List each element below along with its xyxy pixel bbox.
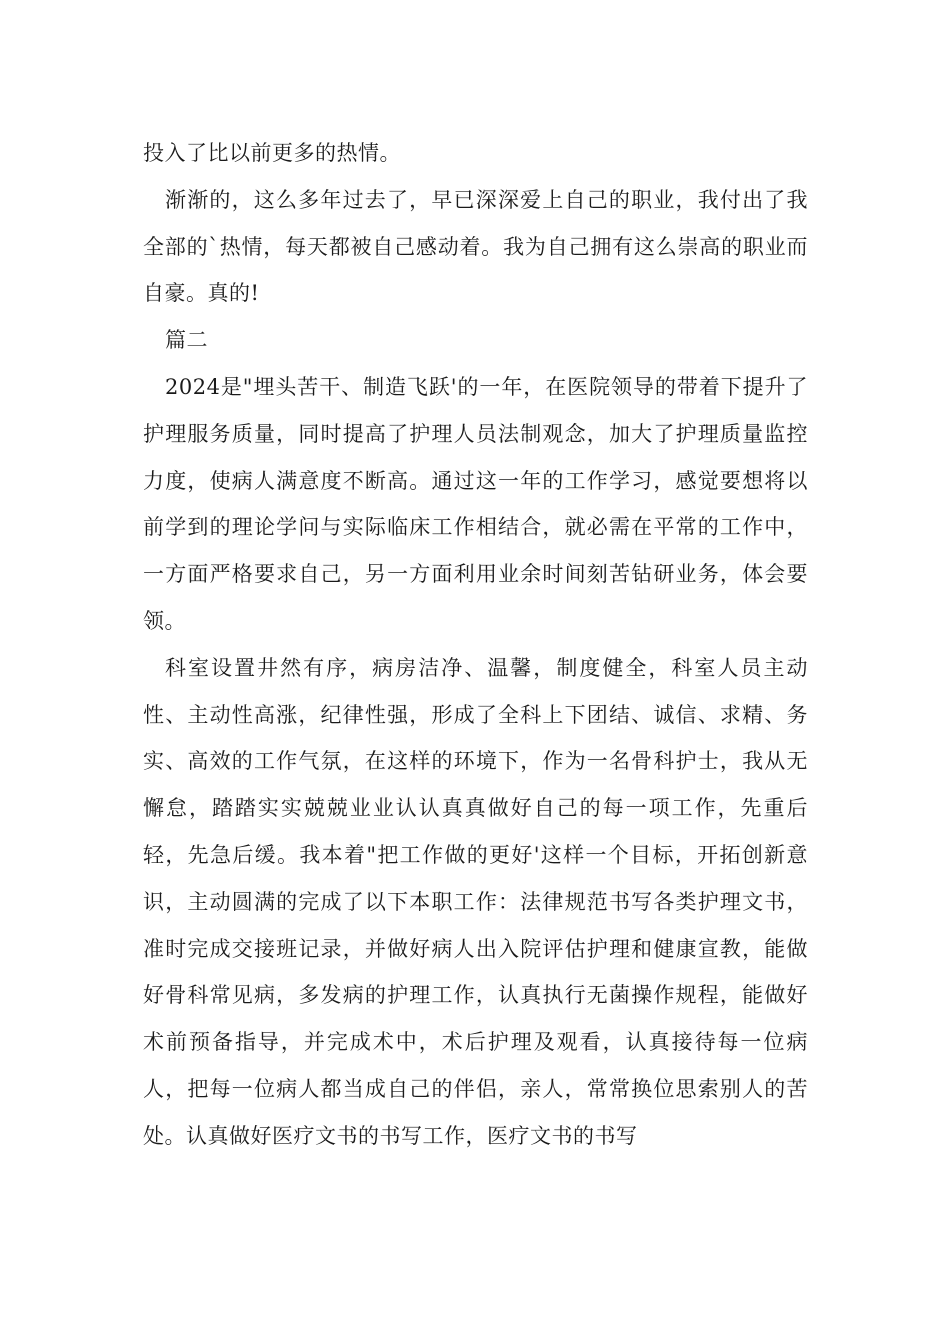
paragraph-career-passion: 渐渐的，这么多年过去了，早已深深爱上自己的职业，我付出了我全部的`热情，每天都被自己感动着。我为自己拥有这么崇高的职业而自豪。真的!	[143, 187, 808, 306]
paragraph-continued: 投入了比以前更多的热情。	[143, 141, 401, 165]
paragraph-department-work: 科室设置井然有序，病房洁净、温馨，制度健全，科室人员主动性、主动性高涨，纪律性强，形成了全科上下团结、诚信、求精、务实、高效的工作气氛，在这样的环境下，作为一名骨科护士，我从无懈怠，踏踏实实兢兢业业认认真真做好自己的每一项工作，先重后轻，先急后缓。我本着"把工作做的更好'这样一个目标，开拓创新意识，主动圆满的完成了以下本职工作：法律规范书写各类护理文书，准时完成交接班记录，并做好病人出入院评估护理和健康宣教，能做好骨科常见病，多发病的护理工作，认真执行无菌操作规程，能做好术前预备指导，并完成术中，术后护理及观看，认真接待每一位病人，把每一位病人都当成自己的伴侣，亲人，常常换位思索别人的苦处。认真做好医疗文书的书写工作，医疗文书的书写	[143, 655, 808, 1148]
paragraph-year-summary: 2024是"埋头苦干、制造飞跃'的一年，在医院领导的带着下提升了护理服务质量，同时提高了护理人员法制观念，加大了护理质量监控力度，使病人满意度不断高。通过这一年的工作学习，感觉要想将以前学到的理论学问与实际临床工作相结合，就必需在平常的工作中，一方面严格要求自己，另一方面利用业余时间刻苦钻研业务，体会要领。	[143, 374, 808, 633]
section-heading-part-two: 篇二	[165, 328, 208, 353]
document-body	[143, 130, 808, 1160]
